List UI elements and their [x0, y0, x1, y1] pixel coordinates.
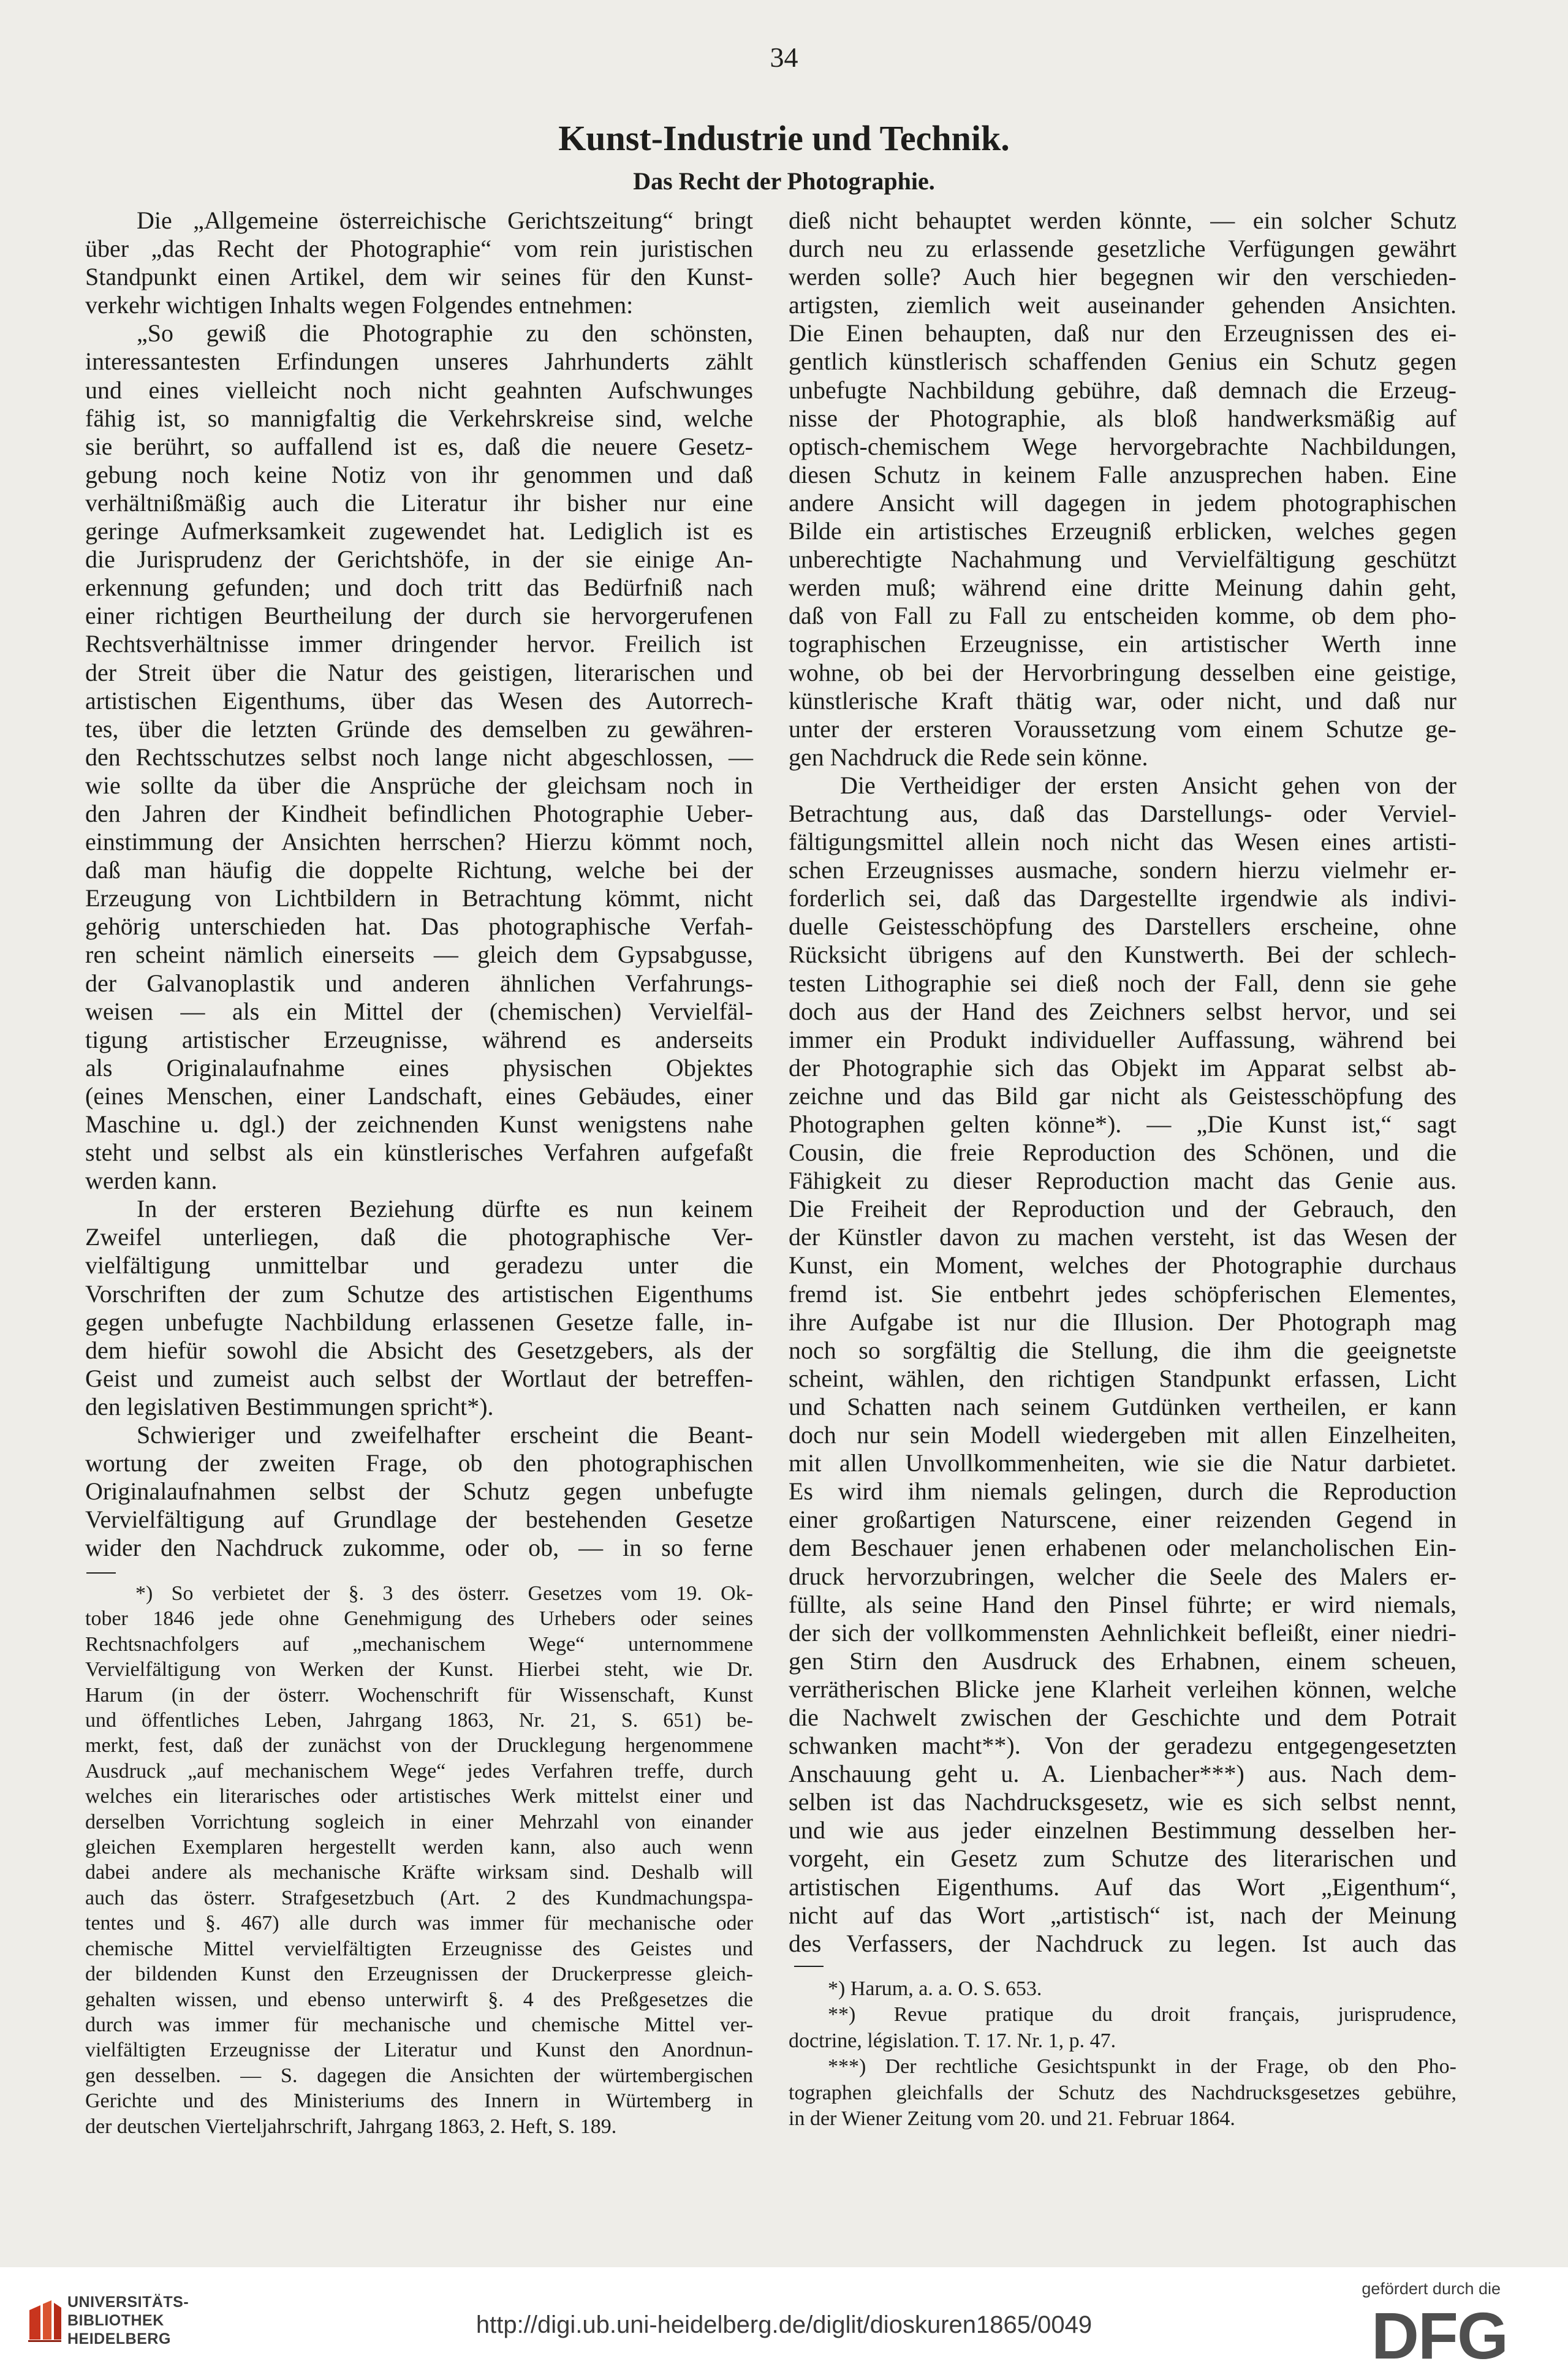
text-line: Fähigkeit zu dieser Reproduction macht das Genie aus. [789, 1167, 1456, 1195]
footnote-line: *) Harum, a. a. O. S. 653. [828, 1977, 1042, 2000]
footnote [789, 1976, 1456, 2002]
text-line: künstlerische Kraft thätig war, oder nicht, und daß nur [789, 686, 1456, 714]
text-line: Rechtsverhältnisse immer dringender hervor. Freilich ist [85, 630, 753, 658]
text-line: unbefugte Nachbildung gebühre, daß demnach die Erzeug- [789, 376, 1456, 404]
text-line: der Streit über die Natur des geistigen, literarischen und [85, 658, 753, 686]
footnote-line: gleichen Exemplaren hergestellt werden kann, also auch wenn [85, 1836, 753, 1859]
text-line: der Künstler davon zu machen versteht, ist das Wesen der [789, 1223, 1456, 1251]
text-line: dieß nicht behauptet werden könnte, — ein solcher Schutz [789, 207, 1456, 234]
text-line: einer großartigen Naturscene, einer reizenden Gegend in [789, 1506, 1456, 1534]
footnote-line: doctrine, législation. T. 17. Nr. 1, p. 47. [789, 2029, 1116, 2052]
text-line: andere Ansicht will dagegen in jedem photographischen [789, 488, 1456, 517]
text-line: gegen unbefugte Nachbildung erlassenen Gesetze falle, in- [85, 1308, 753, 1336]
footnote-line: tographen gleichfalls der Schutz des Nachdrucksgesetzes gebühre, [789, 2081, 1456, 2104]
text-line: Bilde ein artistisches Erzeugniß erblicken, welches gegen [789, 517, 1456, 545]
text-line: Die Vertheidiger der ersten Ansicht gehen von der [840, 771, 1456, 799]
text-line: der Photographie sich das Objekt im Apparat selbst ab- [789, 1053, 1456, 1082]
text-line: des Verfassers, der Nachdruck zu legen. Ist auch das [789, 1929, 1456, 1957]
text-line: die Nachwelt zwischen der Geschichte und dem Potrait [789, 1703, 1456, 1731]
footnote-line: Ausdruck „auf mechanischem Wege“ jedes Verfahren treffe, durch [85, 1759, 753, 1783]
text-line: sie berührt, so auffallend ist es, daß die neuere Gesetz- [85, 432, 753, 460]
text-line: artistischen Eigenthums. Auf das Wort „Eigenthum“, [789, 1873, 1456, 1901]
text-line: erkennung gefunden; und doch tritt das Bedürfniß nach [85, 574, 753, 602]
text-line: daß man häufig die doppelte Richtung, welche bei der [85, 856, 753, 884]
text-line: testen Lithographie sei dieß noch der Fall, denn sie gehe [789, 969, 1456, 997]
footnote-line: derselben Vorrichtung sogleich in einer Mehrzahl von einander [85, 1810, 753, 1833]
text-line: interessantesten Erfindungen unseres Jahrhunderts zählt [85, 347, 753, 376]
text-line: gen Stirn den Ausdruck des Erhabnen, einem scheuen, [789, 1646, 1456, 1675]
text-line: daß von Fall zu Fall zu entscheiden komme, ob dem pho- [789, 602, 1456, 630]
dfg-logo: DFG [1371, 2298, 1507, 2372]
text-line: werden muß; während eine dritte Meinung dahin geht, [789, 574, 1456, 602]
right-footnotes [789, 1976, 1456, 2132]
text-line: Vervielfältigung auf Grundlage der bestehenden Gesetze [85, 1506, 753, 1534]
text-line: wie sollte da über die Ansprüche der gleichsam noch in [85, 771, 753, 799]
text-line: duelle Geistesschöpfung des Darstellers erscheine, ohne [789, 912, 1456, 941]
text-line: Zweifel unterliegen, daß die photographische Ver- [85, 1223, 753, 1251]
text-line: wohne, ob bei der Hervorbringung desselben eine geistige, [789, 658, 1456, 686]
text-line: Cousin, die freie Reproduction des Schönen, und die [789, 1139, 1456, 1167]
text-line: Die Freiheit der Reproduction und der Gebrauch, den [789, 1195, 1456, 1223]
text-line: dem hiefür sowohl die Absicht des Gesetzgebers, als der [85, 1336, 753, 1364]
text-line: nisse der Photographie, als bloß handwerksmäßig auf [789, 404, 1456, 432]
text-line: und eines vielleicht noch nicht geahnten Aufschwunges [85, 376, 753, 404]
text-line: als Originalaufnahme eines physischen Objektes [85, 1053, 753, 1082]
text-line: weisen — als ein Mittel der (chemischen) Vervielfäl- [85, 997, 753, 1025]
text-line: und Schatten nach seinem Gutdünken vertheilen, er kann [789, 1392, 1456, 1420]
footnote-line: Gerichte und des Ministeriums des Innern in Würtemberg in [85, 2090, 753, 2113]
text-line: den Jahren der Kindheit befindlichen Photographie Ueber- [85, 799, 753, 827]
footnote-line: welches ein literarisches oder artistisches Werk mittelst einer und [85, 1785, 753, 1808]
text-line: der Galvanoplastik und anderen ähnlichen Verfahrungs- [85, 969, 753, 997]
text-line: Die Einen behaupten, daß nur den Erzeugnissen des ei- [789, 319, 1456, 347]
text-line: Kunst, ein Moment, welches der Photographie durchaus [789, 1251, 1456, 1279]
text-line: wider den Nachdruck zukomme, oder ob, — in so ferne [85, 1534, 753, 1562]
footnote-line: durch was immer für mechanische und chemische Mittel ver- [85, 2013, 753, 2036]
text-line: nicht auf das Wort „artistisch“ ist, nach der Meinung [789, 1901, 1456, 1929]
text-line: tigung artistischer Erzeugnisse, während es anderseits [85, 1025, 753, 1053]
text-line: werden solle? Auch hier begegnen wir den verschieden- [789, 263, 1456, 291]
text-line: Es wird ihm niemals gelingen, durch die Reproduction [789, 1477, 1456, 1506]
footnote-line: auch das österr. Strafgesetzbuch (Art. 2 des Kundmachungspa- [85, 1886, 753, 1909]
text-line: gehörig unterschieden hat. Das photographische Verfah- [85, 912, 753, 941]
text-line: der sich der vollkommensten Aehnlichkeit befleißt, einer niedri- [789, 1618, 1456, 1646]
footnote [789, 2002, 1456, 2054]
text-line: mit allen Unvollkommenheiten, wie sie die Natur darbietet. [789, 1449, 1456, 1477]
text-line: artistischen Eigenthums, über das Wesen des Autorrech- [85, 686, 753, 714]
text-line: immer ein Produkt individueller Auffassung, während bei [789, 1025, 1456, 1053]
text-line: Anschauung geht u. A. Lienbacher***) aus. Nach dem- [789, 1760, 1456, 1788]
footnote-line: Rechtsnachfolgers auf „mechanischem Wege“ unternommene [85, 1632, 753, 1656]
text-line: vorgeht, ein Gesetz zum Schutze des literarischen und [789, 1844, 1456, 1873]
text-line: selben ist das Nachdrucksgesetz, wie es sich selbst nennt, [789, 1788, 1456, 1816]
left-column [85, 207, 753, 1563]
text-line: tographischen Erzeugnisse, ein artistischer Werth inne [789, 630, 1456, 658]
library-name-line: BIBLIOTHEK [67, 2312, 164, 2329]
text-line: Schwieriger und zweifelhafter erscheint die Beant- [137, 1421, 753, 1449]
text-line: Vorschriften der zum Schutze des artistischen Eigenthums [85, 1279, 753, 1308]
text-line: schen Erzeugnisses ausmache, sondern hierzu vielmehr er- [789, 856, 1456, 884]
paragraph [85, 1195, 753, 1421]
funding-note: gefördert durch die [1362, 2279, 1501, 2298]
footnote-line: und öffentliches Leben, Jahrgang 1863, Nr. 21, S. 651) be- [85, 1709, 753, 1732]
text-line: über „das Recht der Photographie“ vom rein juristischen [85, 235, 753, 263]
text-line: Originalaufnahmen selbst der Schutz gegen unbefugte [85, 1477, 753, 1506]
footnote [789, 2054, 1456, 2132]
text-line: einer richtigen Beurtheilung der durch sie hervorgerufenen [85, 602, 753, 630]
text-line: optisch-chemischem Wege hervorgebrachte Nachbildungen, [789, 432, 1456, 460]
paragraph [85, 1421, 753, 1562]
text-line: einstimmung der Ansichten herrschen? Hierzu kömmt noch, [85, 828, 753, 856]
text-line: forderlich sei, daß das Dargestellte irgendwie als indivi- [789, 884, 1456, 912]
text-line: die Jurisprudenz der Gerichtshöfe, in der sie einige An- [85, 545, 753, 574]
text-line: Erzeugung von Lichtbildern in Betrachtung kömmt, nicht [85, 884, 753, 912]
text-line: durch neu zu erlassende gesetzliche Verfügungen gewährt [789, 235, 1456, 263]
text-line: Geist und zumeist auch selbst der Wortlaut der betreffen- [85, 1364, 753, 1392]
text-line: Standpunkt einen Artikel, dem wir seines für den Kunst- [85, 263, 753, 291]
text-line: Rücksicht übrigens auf den Kunstwerth. Bei der schlech- [789, 941, 1456, 969]
footnote-line: der bildenden Kunst den Erzeugnissen der Druckerpresse gleich- [85, 1963, 753, 1986]
text-line: werden kann. [85, 1167, 218, 1195]
right-column [789, 207, 1456, 1958]
footnote-separator [794, 1966, 824, 1967]
text-line: dem Beschauer jenen erhabenen oder melancholischen Ein- [789, 1534, 1456, 1562]
text-line: Maschine u. dgl.) der zeichnenden Kunst wenigstens nahe [85, 1110, 753, 1138]
footnote-line: **) Revue pratique du droit français, jurisprudence, [828, 2003, 1456, 2026]
text-line: unter der ersteren Voraussetzung vom einem Schutze ge- [789, 714, 1456, 743]
paragraph [789, 207, 1456, 771]
text-line: In der ersteren Beziehung dürfte es nun keinem [137, 1195, 753, 1223]
footnote-line: der deutschen Vierteljahrschrift, Jahrgang 1863, 2. Heft, S. 189. [85, 2115, 617, 2138]
footnote-line: gehalten wissen, und ebenso unterwirft §. 4 des Preßgesetzes die [85, 1988, 753, 2011]
section-title: Kunst-Industrie und Technik. [558, 118, 1010, 158]
text-line: verkehr wichtigen Inhalts wegen Folgendes entnehmen: [85, 291, 634, 319]
footnote-line: vielfältigten Erzeugnisse der Literatur und Kunst den Anordnun- [85, 2039, 753, 2062]
text-line: Die „Allgemeine österreichische Gerichtszeitung“ bringt [137, 207, 753, 234]
library-name-line: UNIVERSITÄTS- [67, 2294, 189, 2311]
footnote-line: in der Wiener Zeitung vom 20. und 21. Februar 1864. [789, 2107, 1235, 2131]
text-line: geringe Aufmerksamkeit zugewendet hat. Lediglich ist es [85, 517, 753, 545]
text-line: füllte, als seine Hand den Pinsel führte; er wird niemals, [789, 1590, 1456, 1618]
text-line: verrätherischen Blicke jene Klarheit verleihen können, welche [789, 1675, 1456, 1703]
paragraph [85, 207, 753, 319]
footer [0, 2267, 1568, 2372]
text-line: druck hervorzubringen, welcher die Seele des Malers er- [789, 1562, 1456, 1590]
text-line: artigsten, ziemlich weit auseinander gehenden Ansichten. [789, 291, 1456, 319]
text-line: den Rechtsschutzes selbst noch lange nicht abgeschlossen, — [85, 743, 753, 771]
footnote [85, 1581, 753, 2139]
library-name-line: HEIDELBERG [67, 2330, 171, 2347]
text-line: „So gewiß die Photographie zu den schönsten, [137, 319, 753, 347]
text-line: noch so sorgfältig die Stellung, die ihm die geeignetste [789, 1336, 1456, 1364]
article-title: Das Recht der Photographie. [633, 167, 935, 195]
text-line: zeichne und das Bild gar nicht als Geistesschöpfung des [789, 1082, 1456, 1110]
text-line: Photographen gelten könne*). — „Die Kunst ist,“ sagt [789, 1110, 1456, 1138]
footnote-line: Vervielfältigung von Werken der Kunst. Hierbei steht, wie Dr. [85, 1658, 753, 1681]
text-line: wortung der zweiten Frage, ob den photographischen [85, 1449, 753, 1477]
footnote-line: tentes und §. 467) alle durch was immer für mechanische oder [85, 1912, 753, 1935]
text-line: gebung noch keine Notiz von ihr genommen und daß [85, 460, 753, 488]
text-line: fältigungsmittel allein noch nicht das Wesen eines artisti- [789, 828, 1456, 856]
text-line: den legislativen Bestimmungen spricht*). [85, 1392, 494, 1420]
text-line: Betrachtung aus, daß das Darstellungs- oder Verviel- [789, 799, 1456, 827]
text-line: steht und selbst als ein künstlerisches Verfahren aufgefaßt [85, 1139, 753, 1167]
left-footnotes [85, 1581, 753, 2139]
paragraph [85, 319, 753, 1195]
text-line: verhältnißmäßig auch die Literatur ihr bisher nur eine [85, 488, 753, 517]
text-line: gen Nachdruck die Rede sein könne. [789, 743, 1148, 771]
footnote-line: gen desselben. — S. dagegen die Ansichten der würtembergischen [85, 2064, 753, 2087]
text-line: ren scheint nämlich einerseits — gleich dem Gypsabgusse, [85, 941, 753, 969]
paragraph [789, 771, 1456, 1958]
text-line: tes, über die letzten Gründe des demselben zu gewähren- [85, 714, 753, 743]
page-number: 34 [770, 42, 798, 73]
footnote-line: *) So verbietet der §. 3 des österr. Gesetzes vom 19. Ok- [135, 1582, 753, 1605]
footnote-line: dabei andere als mechanische Kräfte wirksam sind. Deshalb will [85, 1861, 753, 1884]
text-line: doch nur sein Modell wiedergeben mit allen Einzelheiten, [789, 1421, 1456, 1449]
footnote-line: Harum (in der österr. Wochenschrift für Wissenschaft, Kunst [85, 1683, 753, 1707]
text-line: fremd ist. Sie entbehrt jedes schöpferischen Elementes, [789, 1279, 1456, 1308]
footnote-line: merkt, fest, daß der zunächst von der Drucklegung hergenommene [85, 1734, 753, 1757]
text-line: vielfältigung unmittelbar und geradezu unter die [85, 1251, 753, 1279]
text-line: doch aus der Hand des Zeichners selbst hervor, und sei [789, 997, 1456, 1025]
footnote-separator [86, 1572, 116, 1574]
source-url: http://digi.ub.uni-heidelberg.de/diglit/dioskuren1865/0049 [475, 2311, 1093, 2338]
text-line: scheint, wählen, den richtigen Standpunkt erfassen, Licht [789, 1364, 1456, 1392]
text-line: gentlich künstlerisch schaffenden Genius ein Schutz gegen [789, 347, 1456, 376]
text-line: (eines Menschen, einer Landschaft, eines Gebäudes, einer [85, 1082, 753, 1110]
text-line: unberechtigte Nachahmung und Vervielfältigung geschützt [789, 545, 1456, 574]
footnote-line: ***) Der rechtliche Gesichtspunkt in der Frage, ob den Pho- [828, 2055, 1456, 2078]
text-line: diesen Schutz in keinem Falle anzusprechen haben. Eine [789, 460, 1456, 488]
footnote-line: tober 1846 jede ohne Genehmigung des Urhebers oder seines [85, 1607, 753, 1631]
text-line: ihre Aufgabe ist nur die Illusion. Der Photograph mag [789, 1308, 1456, 1336]
footnote-line: chemische Mittel vervielfältigten Erzeugnisse des Geistes und [85, 1937, 753, 1960]
text-line: und wie aus jeder einzelnen Bestimmung desselben her- [789, 1816, 1456, 1844]
text-line: fähig ist, so mannigfaltig die Verkehrskreise sind, welche [85, 404, 753, 432]
text-line: schwanken macht**). Von der geradezu entgegengesetzten [789, 1732, 1456, 1760]
